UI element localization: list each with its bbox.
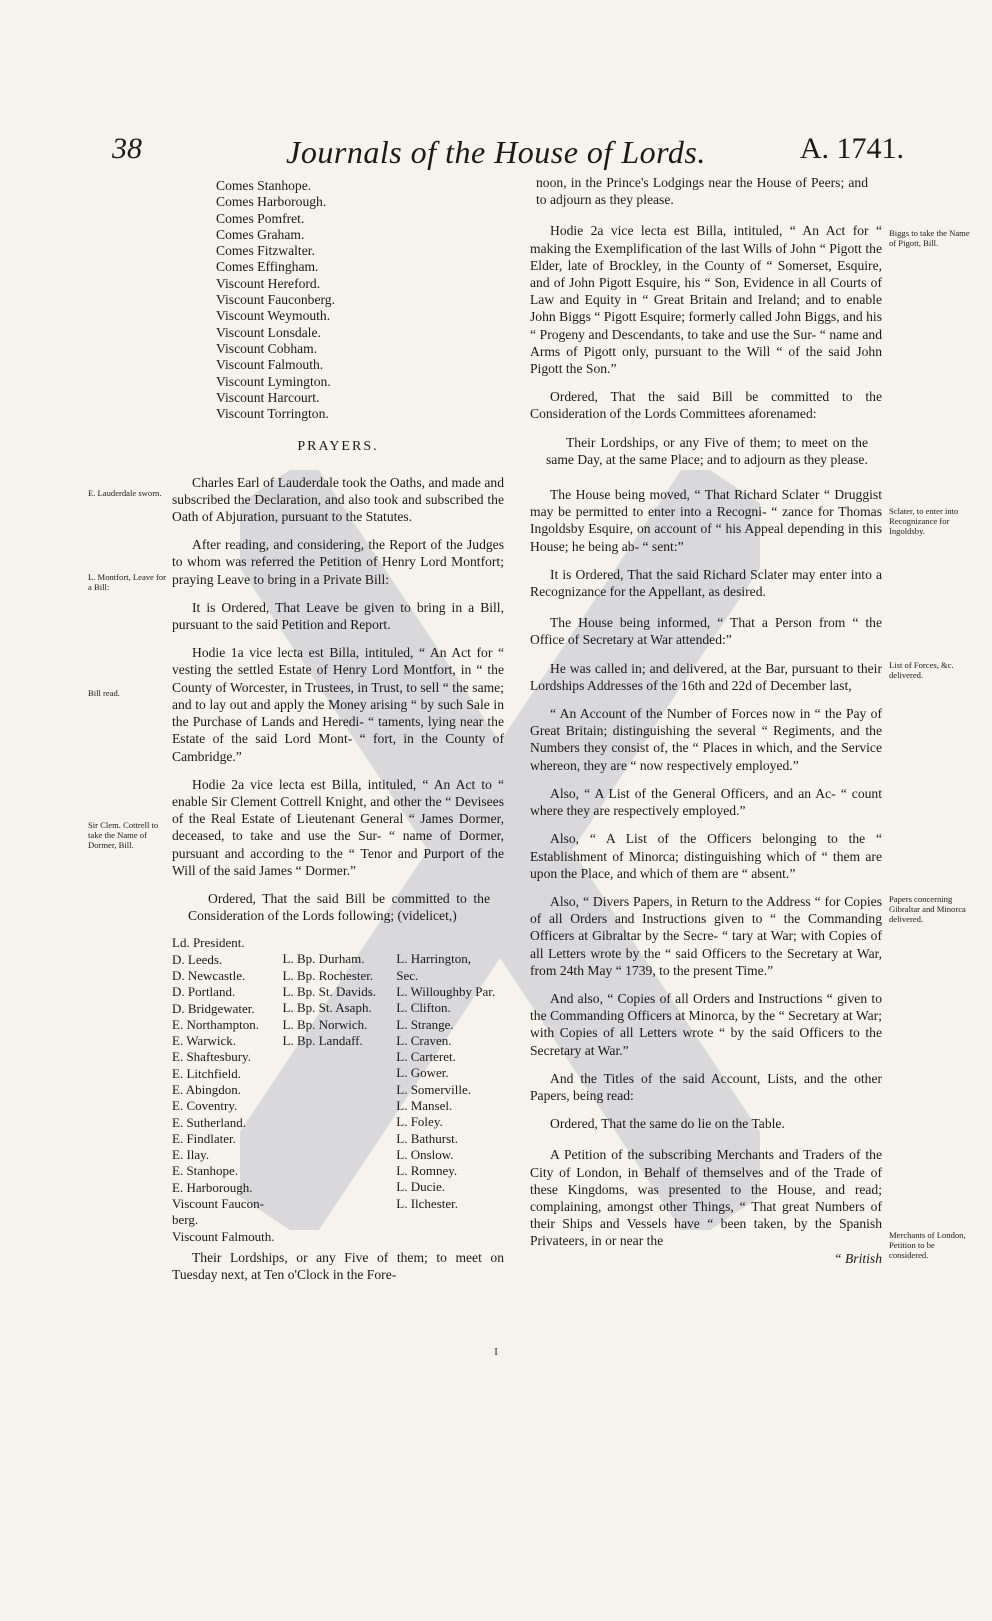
committee-column-1 xyxy=(172,935,275,1245)
paragraph-montfort-order: It is Ordered, That Leave be given to bring in a Bill, pursuant to the said Petition and Report. xyxy=(172,599,504,633)
paragraph-lauderdale: Charles Earl of Lauderdale took the Oaths, and made and subscribed the Declaration, and also took and subscribed the Oath of Abjuration, pursuant to the Statutes. xyxy=(172,474,504,525)
committee-member: L. Harrington, xyxy=(396,951,471,967)
committee-member: L. Clifton. xyxy=(396,1000,451,1016)
committee-member: E. Coventry. xyxy=(172,1098,238,1114)
margin-note-bill-read: Bill read. xyxy=(88,688,120,698)
committee-member: E. Shaftesbury. xyxy=(172,1049,251,1065)
committee-member: E. Stanhope. xyxy=(172,1163,239,1179)
committee-member: L. Somerville. xyxy=(396,1081,472,1097)
attendee-name: Comes Graham. xyxy=(216,226,305,242)
committee-member: L. Bp. Landaff. xyxy=(282,1032,363,1048)
committee-member: E. Litchfield. xyxy=(172,1065,241,1081)
attendee-name: Comes Stanhope. xyxy=(216,178,312,193)
committee-member: E. Ilay. xyxy=(172,1147,210,1163)
committee-member: L. Bathurst. xyxy=(396,1130,459,1146)
attendee-name: Viscount Fauconberg. xyxy=(216,292,335,308)
margin-note-biggs: Biggs to take the Name of Pigott, Bill. xyxy=(889,228,970,248)
committee-member: L. Bp. Rochester. xyxy=(282,967,374,983)
margin-note-forces: List of Forces, &c. delivered. xyxy=(889,660,954,680)
paragraph-sclater-order: It is Ordered, That the said Richard Sclater may enter into a Recognizance for the Appellant, as desired. xyxy=(530,566,882,600)
paragraph-titles-read: And the Titles of the said Account, Lists, and the other Papers, being read: xyxy=(530,1070,882,1103)
page-title: Journals of the House of Lords. xyxy=(286,134,706,170)
paragraph-biggs-meet: Their Lordships, or any Five of them; to meet on the same Day, at the same Place; and to adjourn as they please. xyxy=(546,434,868,467)
paragraph-cottrell-bill: Hodie 2a vice lecta est Billa, intituled, “ An Act to “ enable Sir Clement Cottrell Knight, and other the “ Devisees of the Real Estate of Lieutenant General “ James Dormer, deceased, to take and use the Sur- “ name of Dormer, pursuant and according to the “ Tenor and Purport of the Will of the said James “ Dormer.” xyxy=(172,776,504,878)
paragraph-montfort-petition: After reading, and considering, the Report of the Judges to whom was referred the Petition of Henry Lord Montfort; praying Leave to bring in a Private Bill: xyxy=(172,537,504,587)
committee-member: Viscount Faucon- xyxy=(172,1196,265,1212)
committee-member: Ld. President. xyxy=(172,935,245,951)
committee-column-3 xyxy=(396,935,504,1245)
attendee-name: Viscount Harcourt. xyxy=(216,389,320,405)
committee-member: D. Bridgewater. xyxy=(172,1000,255,1016)
committee-member: D. Portland. xyxy=(172,984,236,1000)
page-year: A. 1741. xyxy=(799,132,904,165)
paragraph-biggs-order: Ordered, That the said Bill be committed to the Consideration of the Lords Committees aforenamed: xyxy=(530,389,882,422)
paragraph-list-general: Also, “ A List of the General Officers, and an Ac- “ count where they are respectively employed.” xyxy=(530,785,882,819)
paragraph-bill-read: Hodie 1a vice lecta est Billa, intituled, “ An Act for “ vesting the settled Estate of Henry Lord Montfort, in “ the County of Worcester, in Trustees, in Trust, to sell “ the same; and to lay out and apply the Money arising “ by such Sale in the Purchase of Lands and Heredi- “ taments, lying near the Estate of the said Lord Mont- “ fort, in the County of Cambridge.” xyxy=(172,645,504,764)
committee-member: berg. xyxy=(172,1212,199,1228)
committee-list xyxy=(172,935,504,1245)
page-number: 38 xyxy=(112,132,142,165)
committee-member: Sec. xyxy=(396,967,419,983)
signature-mark: I xyxy=(494,1347,498,1358)
right-column xyxy=(530,174,882,1267)
paragraph-sclater: The House being moved, “ That Richard Sclater “ Druggist may be permitted to enter into a Recogni- “ zance for Thomas Ingoldsby Esquire, on account of “ his Appeal depending in this House; he being ab- “ sent:” xyxy=(530,487,882,554)
attendee-name: Viscount Falmouth. xyxy=(216,357,324,373)
paragraph-meet: Their Lordships, or any Five of them; to meet on Tuesday next, at Ten o'Clock in the Fore- xyxy=(172,1249,504,1283)
prayers-heading: PRAYERS. xyxy=(297,439,379,455)
committee-column-2 xyxy=(283,935,389,1245)
paragraph-gibraltar: Also, “ Divers Papers, in Return to the Address “ for Copies of all Orders and Instructions given to “ the Commanding Officers at Gibraltar by the Secre- “ tary at War; with Copies of all Letters wrote by the “ said Officers to the Secretary at War, from 24th May “ 1739, to the present Time.” xyxy=(530,893,882,978)
margin-note-sclater: Sclater, to enter into Recognizance for Ingoldsby. xyxy=(889,506,959,536)
committee-member: L. Craven. xyxy=(396,1032,452,1048)
margin-note-cottrell: Sir Clem. Cottrell to take the Name of Dormer, Bill. xyxy=(88,820,159,850)
committee-member: L. Foley. xyxy=(396,1114,443,1130)
attendee-name: Comes Pomfret. xyxy=(216,210,305,226)
attendee-name: Viscount Torrington. xyxy=(216,406,329,422)
attendee-name: Viscount Lonsdale. xyxy=(216,324,321,340)
left-column xyxy=(172,178,504,1294)
committee-member: L. Bp. St. Asaph. xyxy=(282,1000,372,1016)
paragraph-minorca-copies: And also, “ Copies of all Orders and Instructions “ given to the Commanding Officers at Minorca, by the “ Secretary at War; with Copies of all Letters wrote “ by the said Officers to the Secretary at War.” xyxy=(530,990,882,1058)
margin-note-merchants: Merchants of London, Petition to be considered. xyxy=(889,1230,966,1260)
committee-member: L. Strange. xyxy=(396,1016,454,1032)
paragraph-continue: noon, in the Prince's Lodgings near the House of Peers; and to adjourn as they please. xyxy=(536,175,868,208)
paragraph-merchants: A Petition of the subscribing Merchants and Traders of the City of London, in Behalf of themselves and of the Trade of these Kingdoms, was presented to the House, and read; complaining, amongst other Things, “ That great Numbers of their Ships and Vessels have “ been taken, by the Spanish Privateers, in or near the xyxy=(530,1147,882,1249)
paragraph-lie-table: Ordered, That the same do lie on the Table. xyxy=(550,1116,785,1132)
committee-member: E. Sutherland. xyxy=(172,1114,247,1130)
committee-member: L. Onslow. xyxy=(396,1146,454,1162)
paragraph-biggs-bill: Hodie 2a vice lecta est Billa, intituled, “ An Act for “ making the Exemplification of the last Wills of John “ Pigott the Elder, late of Brockley, in the County of “ Somerset, Esquire, and of John Pigott Esquire, his “ Son, Evidence in all Courts of Law and Equity in “ Great Britain and Ireland; and to enable John Biggs “ Pigott Esquire; formerly called John Biggs, and his “ Progeny and Descendants, to take and use the Sur- “ name and Arms of Pigott only, pursuant to the Will “ of the said John Pigott the Son.” xyxy=(530,223,882,377)
paragraph-committed: Ordered, That the said Bill be committed to the Consideration of the Lords following; (videlicet,) xyxy=(188,890,490,924)
committee-member: E. Abingdon. xyxy=(172,1082,241,1097)
committee-member: E. Northampton. xyxy=(172,1016,260,1032)
committee-member: E. Harborough. xyxy=(172,1179,253,1195)
committee-member: E. Findlater. xyxy=(172,1130,236,1146)
margin-note-lauderdale: E. Lauderdale sworn. xyxy=(88,488,162,498)
committee-member: L. Gower. xyxy=(396,1065,449,1081)
committee-member: L. Willoughby Par. xyxy=(396,983,496,999)
paragraph-called-in: He was called in; and delivered, at the Bar, pursuant to their Lordships Addresses of the 16th and 22d of December last, xyxy=(530,660,882,693)
committee-member: Viscount Falmouth. xyxy=(172,1228,275,1244)
committee-member: D. Leeds. xyxy=(172,951,223,967)
attendee-name: Viscount Weymouth. xyxy=(216,308,331,324)
paragraph-list-minorca: Also, “ A List of the Officers belonging to the “ Establishment of Minorca; distinguishing which of “ them are upon the Place, and which of them are “ absent.” xyxy=(530,831,882,881)
catchword: “ British xyxy=(834,1250,882,1266)
committee-member: L. Carteret. xyxy=(396,1049,456,1065)
committee-member: D. Newcastle. xyxy=(172,967,246,983)
attendee-name: Viscount Cobham. xyxy=(216,340,318,356)
attendee-name: Comes Fitzwalter. xyxy=(216,243,315,259)
attendee-name: Viscount Lymington. xyxy=(216,373,331,389)
attendee-name: Comes Harborough. xyxy=(216,194,327,210)
committee-member: L. Ducie. xyxy=(396,1179,445,1195)
committee-member: L. Romney. xyxy=(396,1163,458,1179)
margin-note-montfort: L. Montfort, Leave for a Bill: xyxy=(88,572,167,592)
attendance-list xyxy=(172,178,504,422)
committee-member: L. Mansel. xyxy=(396,1098,453,1113)
margin-note-papers: Papers concerning Gibraltar and Minorca delivered. xyxy=(889,894,966,924)
paragraph-account-forces: “ An Account of the Number of Forces now in “ the Pay of Great Britain; distinguishing the several “ Regiments, and the Numbers they consist of, the “ Places in which, and the Service whereon, they are “ now respectively employed.” xyxy=(530,706,882,773)
committee-member: L. Bp. Durham. xyxy=(282,951,365,967)
committee-member: L. Bp. Norwich. xyxy=(282,1016,368,1032)
attendee-name: Viscount Hereford. xyxy=(216,275,321,291)
committee-member: L. Ilchester. xyxy=(396,1195,458,1211)
committee-member: E. Warwick. xyxy=(172,1033,237,1049)
attendee-name: Comes Effingham. xyxy=(216,259,319,275)
paragraph-war-office: The House being informed, “ That a Person from “ the Office of Secretary at War attended:” xyxy=(530,615,882,648)
committee-member: L. Bp. St. Davids. xyxy=(282,983,377,999)
